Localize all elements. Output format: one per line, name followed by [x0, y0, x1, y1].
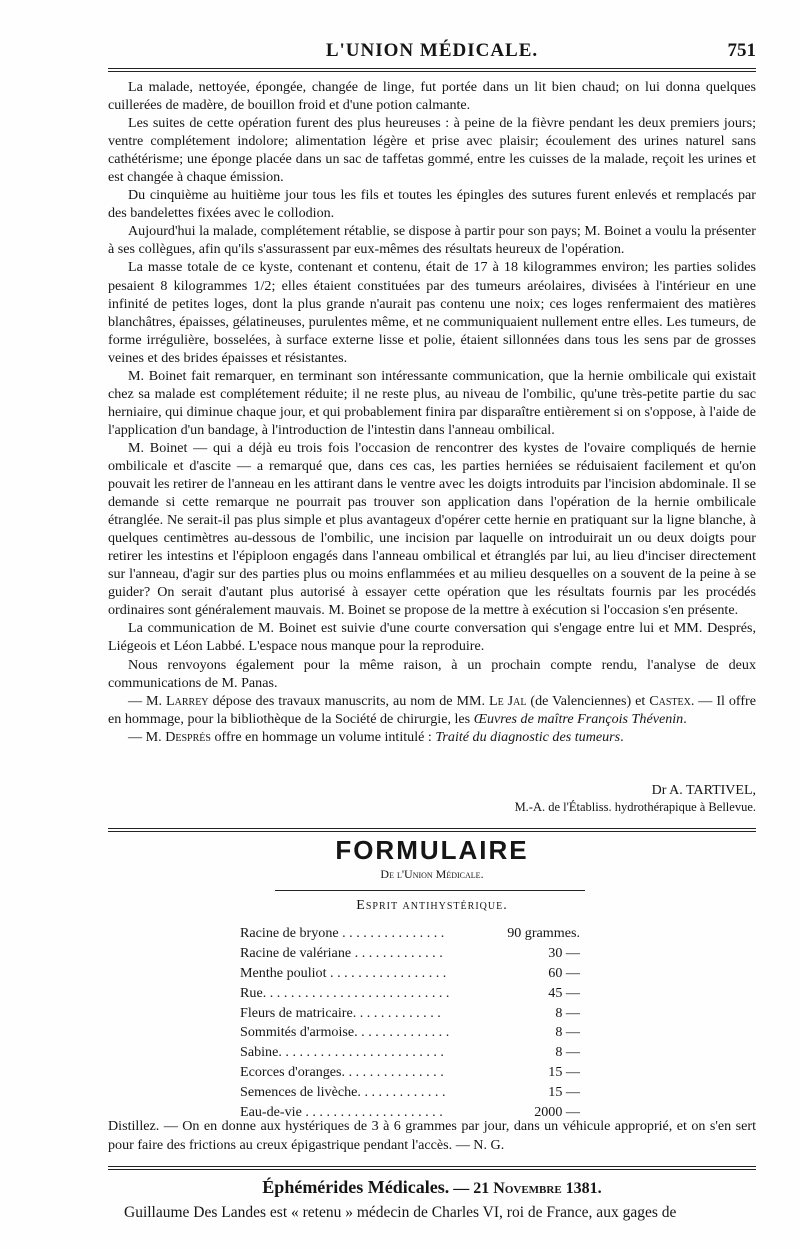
page-number: 751 — [727, 40, 756, 61]
text-run: offre en hommage un volume intitulé : — [210, 728, 436, 745]
ingredient-row — [240, 1063, 580, 1083]
ingredient-quantity: 90 grammes. — [507, 925, 580, 941]
ingredient-name: Rue. . . . . . . . . . . . . . . . . . . . . . . . . . . — [240, 984, 450, 1001]
ingredient-quantity: 2000 — — [534, 1104, 580, 1121]
formulaire-heading: FORMULAIRE — [335, 835, 529, 865]
ingredient-row — [240, 1004, 580, 1024]
ingredient-name: Eau-de-vie . . . . . . . . . . . . . . . . . . . . — [240, 1104, 443, 1121]
recipe-instructions — [108, 1117, 756, 1155]
ingredient-quantity: 15 — — [548, 1064, 580, 1081]
ingredient-name: Racine de valériane . . . . . . . . . . . . . — [240, 944, 443, 961]
ingredient-quantity: 30 — — [548, 944, 580, 961]
formulaire-source: De l'Union Médicale. — [380, 867, 484, 881]
running-title: L'UNION MÉDICALE. — [325, 40, 539, 61]
paragraph: La malade, nettoyée, épongée, changée de linge, fut portée dans un lit bien chaud; on lui donna quelques cuillerées de madère, de bouillon froid et d'une potion calmante. — [108, 79, 756, 114]
paragraph: M. Boinet — qui a déjà eu trois fois l'occasion de rencontrer des kystes de l'ovaire compliqués de hernie ombilicale et d'ascite — a remarqué que, dans ces cas, les parties herniées se réduisaient facilement et qu'on pouvait les retirer de l'anneau en les attirant dans le ventre avec les doigts introduits par l'incision abdominale. Il se demande si cette remarque ne pourrait pas trouver son application dans l'opération de la hernie ombilicale étranglée. Ne serait-il pas plus simple et plus avantageux d'opérer cette hernie en pratiquant sur la ligne blanche, à quelques centimètres au-dessous de l'ombilic, une incision par laquelle on introduirait un ou deux doigts pour retirer les intestins et l'épiploon engagés dans l'anneau ombilical et étranglés par lui, au lieu d'inciser directement sur l'anneau, d'agir sur des parties plus ou moins enflammées et au milieu desquelles on a souvent de la peine à se guider? On serait d'autant plus autorisé à essayer cette opération que les résultats fournis par les procédés ordinaires sont généralement mauvais. M. Boinet se propose de la mettre à exécution si l'occasion s'en présente. — [108, 439, 756, 619]
ephemerides-title: Éphémérides Médicales. — [262, 1177, 450, 1197]
paragraph: M. Boinet fait remarquer, en terminant son intéressante communication, que la hernie ombilicale qui existait chez sa malade est complétement réduite; il ne reste plus, au niveau de l'ombilic, qu'une très-petite partie du sac herniaire, qui diminue chaque jour, et qui probablement finira par disparaître entièrement si on s'oppose, à l'aide de l'application d'un bandage, à l'introduction de l'intestin dans l'anneau ombilical. — [108, 367, 756, 438]
text-run: . — [620, 728, 624, 745]
work-title: Œuvres de maître François Thévenin — [473, 710, 684, 727]
recipe-title: Esprit antihystérique. — [356, 898, 508, 913]
author-name: Dr A. TARTIVEL, — [651, 783, 756, 798]
ingredient-list — [240, 924, 580, 1123]
section-rule — [108, 828, 756, 832]
ingredient-quantity: 8 — — [555, 1004, 580, 1021]
formulaire-section — [108, 835, 756, 882]
person-name: Després — [165, 728, 211, 745]
paragraph: La communication de M. Boinet est suivie d'une courte conversation qui s'engage entre lui et MM. Després, Liégeois et Léon Labbé. L'espace nous manque pour la reproduire. — [108, 620, 756, 655]
person-name: Castex — [649, 692, 691, 709]
person-name: Larrey — [166, 692, 209, 709]
paragraph: Aujourd'hui la malade, complétement rétablie, se dispose à partir pour son pays; M. Boinet a voulu la présenter à ses collègues, afin qu'ils s'assurassent par eux-mêmes des résultats heureux de l'opération. — [108, 223, 756, 258]
ingredient-quantity: 8 — — [555, 1044, 580, 1061]
paragraph: La masse totale de ce kyste, contenant et contenu, était de 17 à 18 kilogrammes environ; les parties solides pesaient 8 kilogrammes 1/2; elles étaient constituées par des tumeurs aréolaires, divisées à l'intérieur en une infinité de petites loges, dont la plus grande n'aurait pas contenu une noix; ces loges renfermaient des matières blanchâtres, épaisses, gélatineuses, purulentes même, et ne communiquaient nullement entre elles. Les tumeurs, de forme irrégulière, bosselées, à surface externe lisse et polie, étaient sillonnées dans tous les sens par de grosses veines et des brides épaisses et résistantes. — [108, 259, 756, 366]
author-signature — [108, 783, 756, 815]
ephemerides-date: — 21 Novembre 1381. — [453, 1180, 602, 1197]
work-title: Traité du diagnostic des tumeurs — [435, 728, 621, 745]
larrey-paragraph — [108, 692, 756, 728]
ingredient-quantity: 8 — — [555, 1024, 580, 1041]
paragraph: Nous renvoyons également pour la même raison, à un prochain compte rendu, l'analyse de deux communications de M. Panas. — [108, 656, 756, 691]
ingredient-name: Sommités d'armoise. . . . . . . . . . . . . . — [240, 1024, 450, 1041]
text-run: . — [683, 710, 687, 727]
ephemerides-heading — [108, 1177, 756, 1198]
author-title: M.-A. de l'Établiss. hydrothérapique à Bellevue. — [514, 800, 756, 814]
paragraph: Du cinquième au huitième jour tous les fils et toutes les épingles des sutures furent enlevés et remplacés par des bandelettes fixées avec le collodion. — [108, 187, 756, 222]
ingredient-quantity: 15 — — [548, 1084, 580, 1101]
page-header — [108, 36, 756, 66]
ingredient-quantity: 60 — — [548, 964, 580, 981]
ephemerides-text: Guillaume Des Landes est « retenu » médecin de Charles VI, roi de France, aux gages de — [124, 1204, 677, 1221]
ingredient-row — [240, 964, 580, 984]
ingredient-quantity: 45 — — [548, 984, 580, 1001]
ingredient-name: Fleurs de matricaire. . . . . . . . . . . . . — [240, 1004, 441, 1021]
ingredient-name: Menthe pouliot . . . . . . . . . . . . . . . . . — [240, 964, 447, 981]
text-run: dépose des travaux manuscrits, au nom de MM. — [208, 692, 489, 709]
despres-paragraph — [108, 728, 756, 746]
ingredient-name: Sabine. . . . . . . . . . . . . . . . . . . . . . . . — [240, 1044, 444, 1061]
paragraph: Les suites de cette opération furent des plus heureuses : à peine de la fièvre pendant les deux premiers jours; ventre complétement indolore; alimentation légère et prise avec plaisir; écoulement des urines naturel sans cathétérisme; une éponge placée dans un sac de taffetas gommé, entre les cuisses de la malade, reçoit les urines et est changée à chaque émission. — [108, 115, 756, 186]
header-rule — [108, 68, 756, 72]
person-name: Le Jal — [489, 692, 527, 709]
ingredient-row — [240, 1043, 580, 1063]
ingredient-row — [240, 944, 580, 964]
ingredient-row — [240, 1083, 580, 1103]
article-body — [108, 78, 756, 746]
ingredient-name: Semences de livèche. . . . . . . . . . . . . — [240, 1084, 446, 1101]
recipe-rule — [275, 890, 585, 891]
instructions-text: Distillez. — On en donne aux hystériques de 3 à 6 grammes par jour, dans un véhicule approprié, et on s'en sert pour faire des frictions au creux épigastrique pendant l'accès. — N. G. — [108, 1118, 756, 1153]
ingredient-name: Ecorces d'oranges. . . . . . . . . . . . . . . — [240, 1064, 444, 1081]
text-run: — M. — [128, 728, 166, 745]
ingredient-row — [240, 924, 580, 944]
ingredient-row — [240, 984, 580, 1004]
ephemerides-rule — [108, 1166, 756, 1170]
ingredient-row — [240, 1023, 580, 1043]
text-run: . — Il offre en hommage, pour la bibliothèque de la Société de chirurgie, les — [108, 692, 756, 727]
ingredient-name: Racine de bryone . . . . . . . . . . . . . . . — [240, 925, 445, 941]
text-run: (de Valenciennes) et — [526, 692, 650, 709]
text-run: — M. — [128, 692, 167, 709]
